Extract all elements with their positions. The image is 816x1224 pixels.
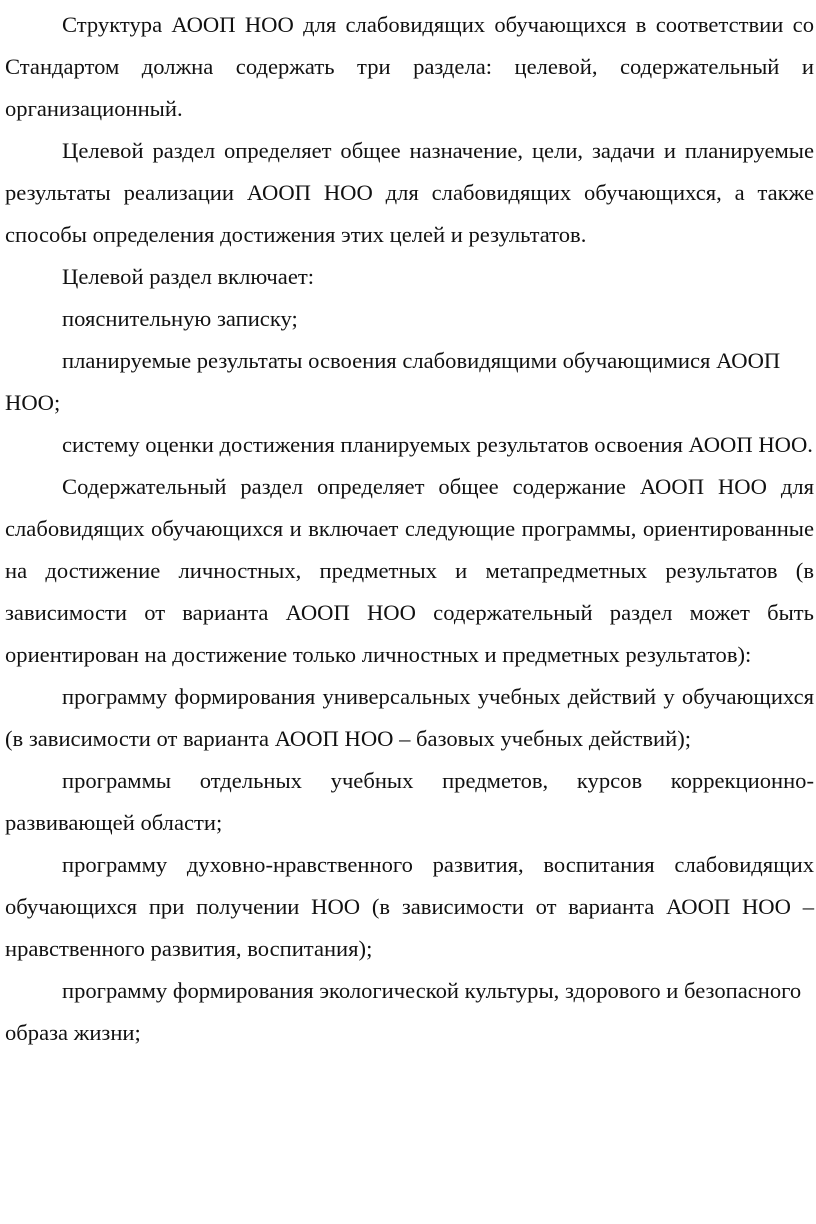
- paragraph-content-section: Содержательный раздел определяет общее содержание АООП НОО для слабовидящих обучающихся и включает следующие программы, ориентированные на достижение личностных, предметных и метапредметных результатов (в зависимости от варианта АООП НОО содержательный раздел может быть ориентирован на достижение только личностных и предметных результатов):: [5, 474, 814, 667]
- paragraph-structure: Структура АООП НОО для слабовидящих обучающихся в соответствии со Стандартом должна содержать три раздела: целевой, содержательный и организационный.: [5, 12, 814, 121]
- list-item-assessment-system: систему оценки достижения планируемых результатов освоения АООП НОО.: [62, 432, 813, 457]
- list-item-ecology-program: программу формирования экологической культуры, здорового и безопасного образа жизни;: [5, 978, 802, 1045]
- paragraph-target-includes: Целевой раздел включает:: [62, 264, 314, 289]
- document-page: [5, 4, 814, 1054]
- list-item-planned-results: планируемые результаты освоения слабовидящими обучающимися АООП НОО;: [5, 348, 781, 415]
- list-item-explanatory-note: пояснительную записку;: [62, 306, 298, 331]
- list-item-moral-development-program: программу духовно-нравственного развития, воспитания слабовидящих обучающихся при получении НОО (в зависимости от варианта АООП НОО – нравственного развития, воспитания);: [5, 852, 814, 961]
- list-item-subject-programs: программы отдельных учебных предметов, курсов коррекционно-развивающей области;: [5, 768, 814, 835]
- list-item-uud-program: программу формирования универсальных учебных действий у обучающихся (в зависимости от варианта АООП НОО – базовых учебных действий);: [5, 684, 814, 751]
- paragraph-target-section: Целевой раздел определяет общее назначение, цели, задачи и планируемые результаты реализации АООП НОО для слабовидящих обучающихся, а также способы определения достижения этих целей и результатов.: [5, 138, 814, 247]
